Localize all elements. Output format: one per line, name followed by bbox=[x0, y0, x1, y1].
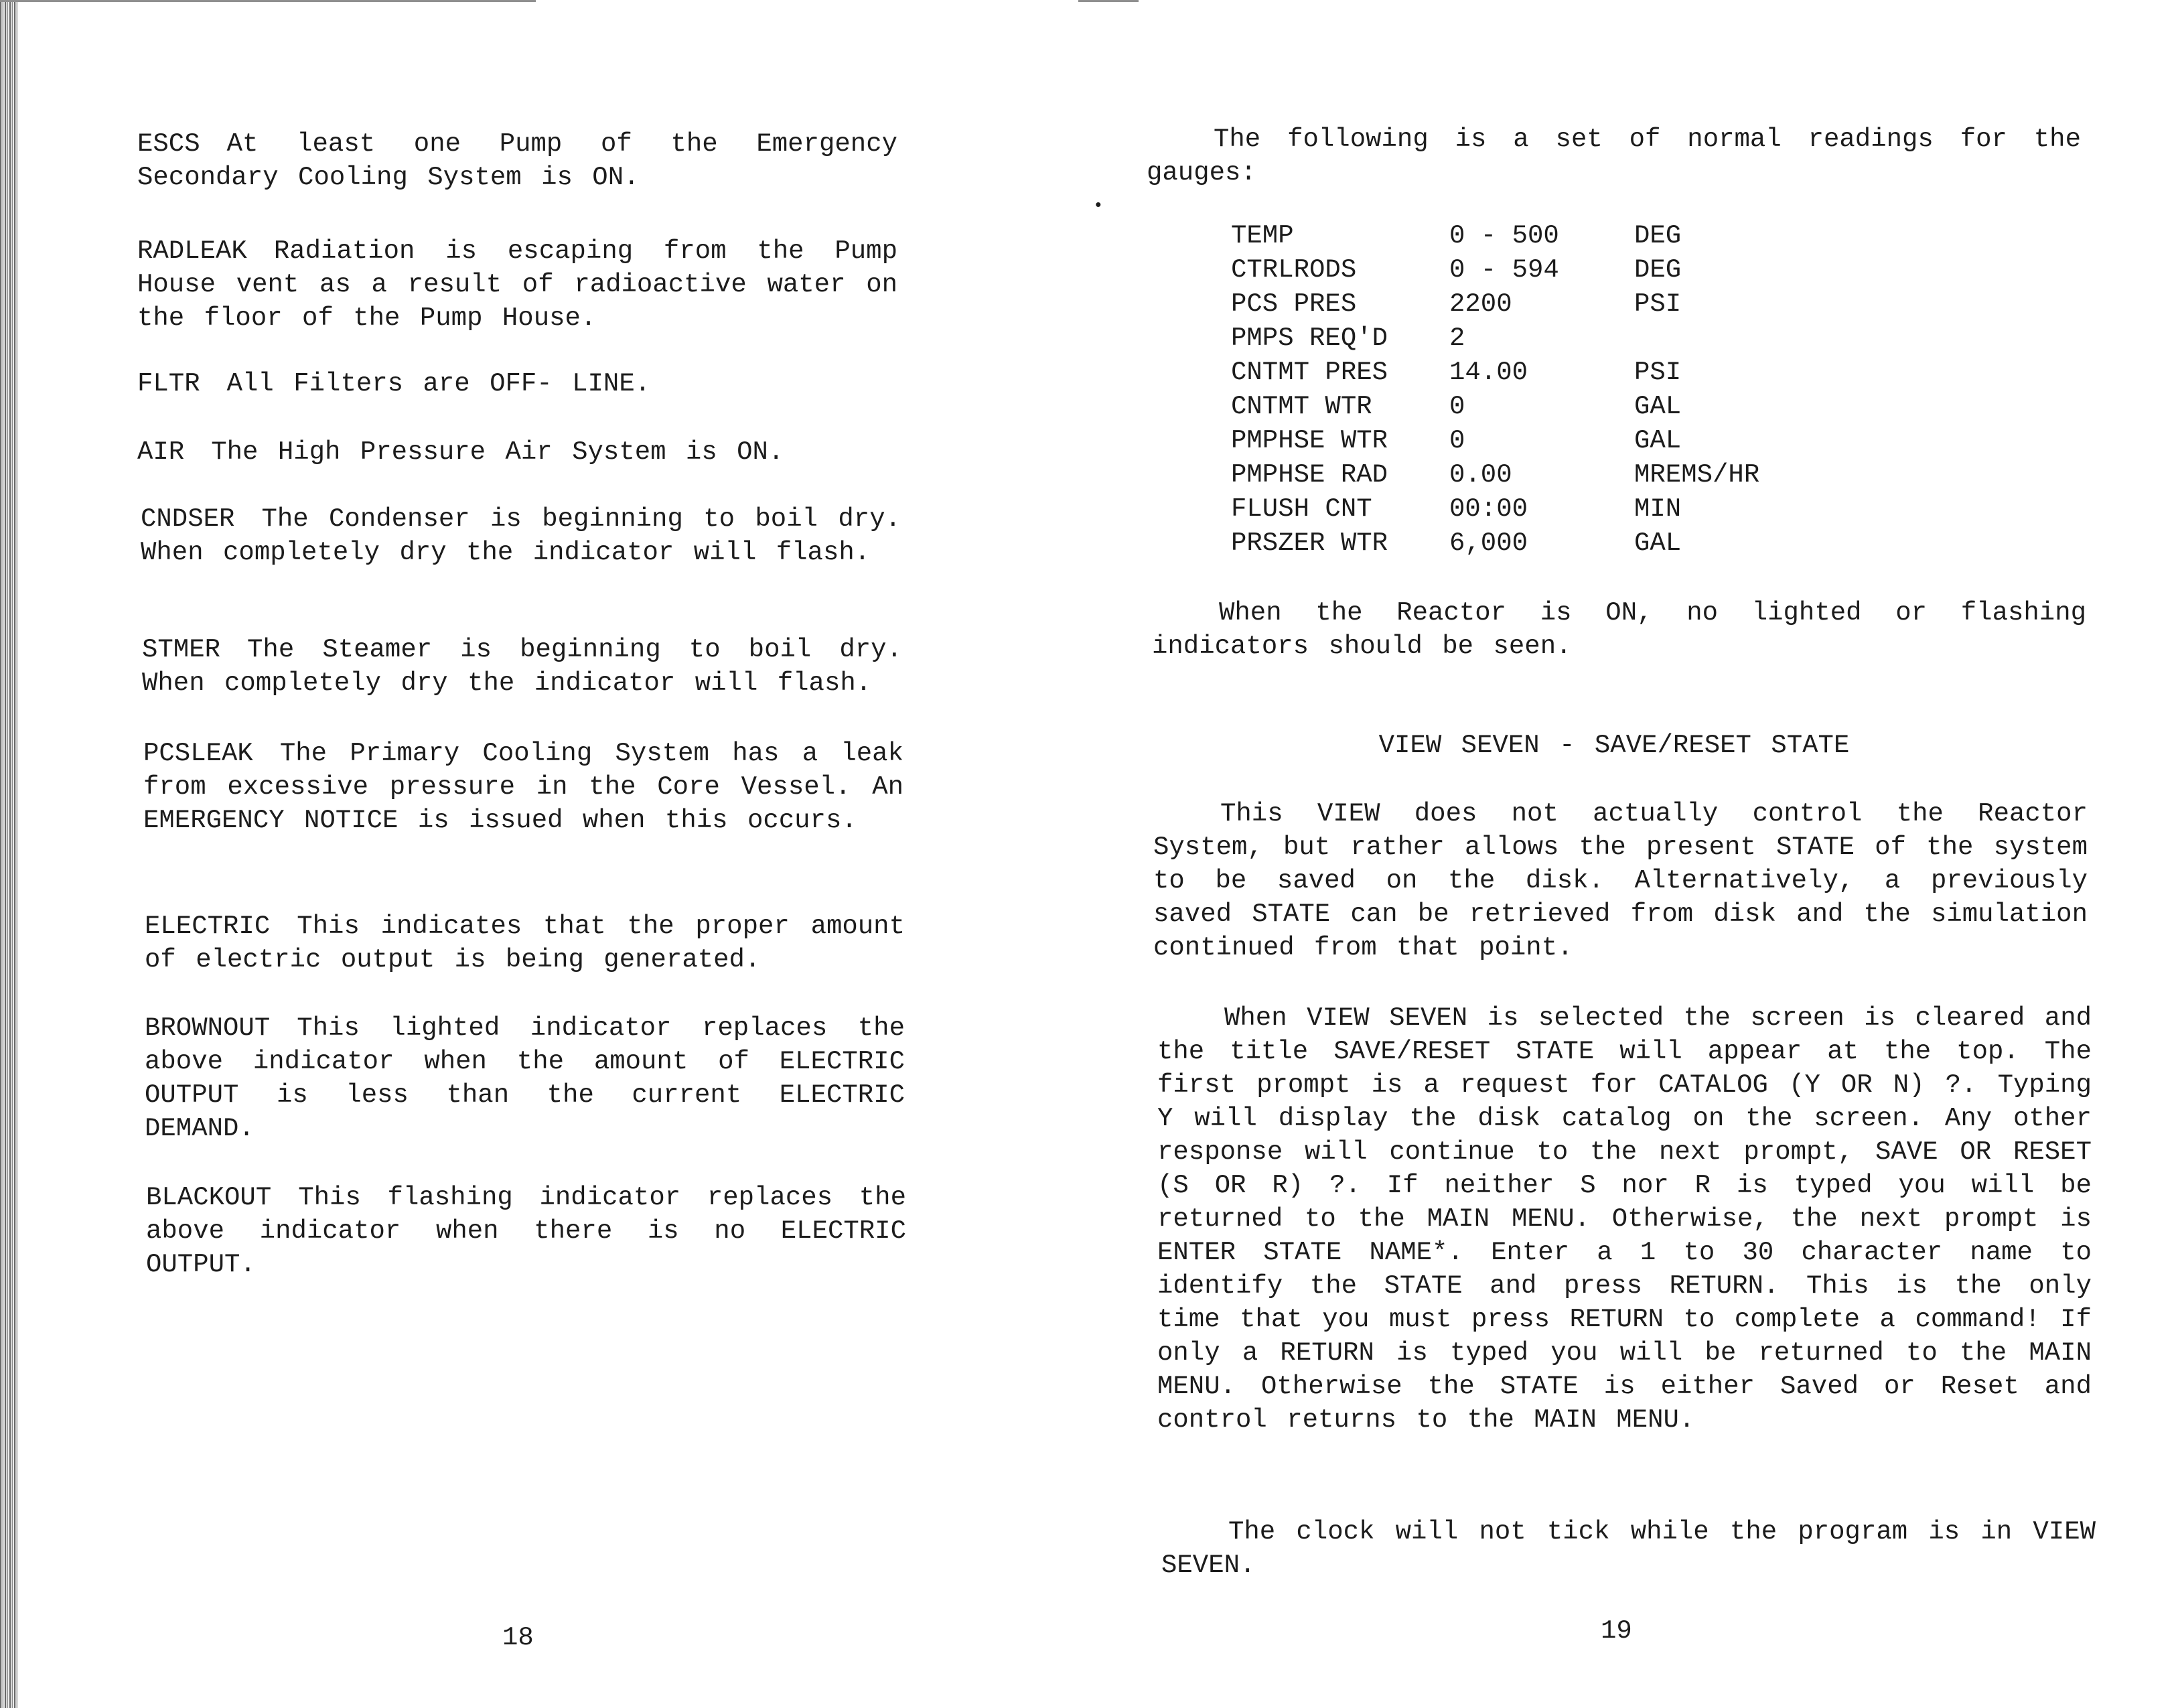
entry-term: AIR bbox=[137, 437, 185, 467]
entry-fltr bbox=[137, 367, 897, 401]
entry-text: All Filters are OFF- LINE. bbox=[226, 369, 651, 399]
page-number: 19 bbox=[1601, 1616, 1632, 1646]
entry-text: This indicates that the proper amount of electric output is being generated. bbox=[145, 912, 905, 975]
margin-mark: • bbox=[1093, 196, 1104, 216]
entry-pcsleak bbox=[143, 737, 903, 837]
table-row: PMPHSE WTR 0 GAL bbox=[1231, 426, 1682, 455]
entry-electric bbox=[145, 910, 905, 977]
entry-term: BROWNOUT bbox=[145, 1013, 271, 1043]
entry-text: Radiation is escaping from the Pump House vent as a result of radioactive water on the floor of the Pump House. bbox=[137, 236, 897, 333]
reactor-note: When the Reactor is ON, no lighted or flashing indicators should be seen. bbox=[1152, 598, 2086, 661]
table-row: TEMP 0 - 500 DEG bbox=[1231, 221, 1682, 251]
entry-radleak bbox=[137, 234, 897, 335]
entry-text: This lighted indicator replaces the above indicator when the amount of ELECTRIC OUTPUT is less than the current ELECTRIC DEMAND. bbox=[145, 1013, 905, 1143]
entry-text: The Steamer is beginning to boil dry. When completely dry the indicator will flash. bbox=[142, 635, 902, 698]
entry-term: RADLEAK bbox=[137, 236, 247, 266]
entry-stmer bbox=[142, 633, 902, 700]
table-row: PMPHSE RAD 0.00 MREMS/HR bbox=[1231, 460, 1760, 490]
left-page bbox=[134, 0, 911, 1708]
paragraph-clock-note: The clock will not tick while the program is in VIEW SEVEN. bbox=[1161, 1517, 2096, 1580]
entry-term: ELECTRIC bbox=[145, 912, 271, 941]
table-row: CTRLRODS 0 - 594 DEG bbox=[1231, 255, 1682, 285]
book-spine-edge bbox=[0, 0, 17, 1708]
entry-text: The Condenser is beginning to boil dry. When completely dry the indicator will flash. bbox=[141, 504, 901, 567]
right-page bbox=[1093, 0, 2096, 1708]
page-number: 18 bbox=[502, 1623, 534, 1652]
section-heading: VIEW SEVEN - SAVE/RESET STATE bbox=[1378, 731, 1850, 760]
table-row: PRSZER WTR 6,000 GAL bbox=[1231, 528, 1682, 558]
entry-blackout bbox=[146, 1181, 906, 1281]
entry-term: PCSLEAK bbox=[143, 739, 253, 768]
table-row: PMPS REQ'D 2 bbox=[1231, 324, 1465, 353]
table-row: PCS PRES 2200 PSI bbox=[1231, 289, 1682, 319]
entry-cndser bbox=[141, 502, 901, 569]
table-row: CNTMT WTR 0 GAL bbox=[1231, 392, 1682, 421]
entry-term: BLACKOUT bbox=[146, 1183, 272, 1212]
entry-term: STMER bbox=[142, 635, 221, 664]
entry-brownout bbox=[145, 1011, 905, 1145]
gauges-intro: The following is a set of normal readings for the gauges: bbox=[1147, 125, 2081, 188]
paragraph-view-seven-details: When VIEW SEVEN is selected the screen is cleared and the title SAVE/RESET STATE will appear at the top. The first prompt is a request for CATALOG (Y OR N) ?. Typing Y will display the disk catalog on the screen. Any other response will continue to the next prompt, SAVE OR RESET (S OR R) ?. If neither S nor R is typed you will be returned to the MAIN MENU. Otherwise, the next prompt is ENTER STATE NAME*. Enter a 1 to 30 character name to identify the STATE and press RETURN. This is the only time that you must press RETURN to complete a command! If only a RETURN is typed you will be returned to the MAIN MENU. Otherwise the STATE is either Saved or Reset and control returns to the MAIN MENU. bbox=[1157, 1003, 2092, 1435]
entry-term: FLTR bbox=[137, 369, 200, 399]
entry-air bbox=[137, 435, 897, 469]
entry-text: The Primary Cooling System has a leak from excessive pressure in the Core Vessel. An EMERGENCY NOTICE is issued when this occurs. bbox=[143, 739, 903, 835]
entry-text: The High Pressure Air System is ON. bbox=[211, 437, 784, 467]
entry-text: At least one Pump of the Emergency Secondary Cooling System is ON. bbox=[137, 129, 897, 192]
entry-term: ESCS bbox=[137, 129, 200, 159]
paragraph-view-seven-intro: This VIEW does not actually control the Reactor System, but rather allows the present STATE of the system to be saved on the disk. Alternatively, a previously saved STATE can be retrieved from disk and the simulation continued from that point. bbox=[1153, 799, 2088, 963]
gauge-readings-table bbox=[1231, 221, 1759, 563]
top-edge-rule-right bbox=[1078, 0, 1139, 2]
table-row: FLUSH CNT 00:00 MIN bbox=[1231, 494, 1682, 524]
entry-escs bbox=[137, 127, 897, 194]
entry-term: CNDSER bbox=[141, 504, 235, 534]
entry-text: This flashing indicator replaces the above indicator when there is no ELECTRIC OUTPUT. bbox=[146, 1183, 906, 1279]
table-row: CNTMT PRES 14.00 PSI bbox=[1231, 358, 1682, 387]
